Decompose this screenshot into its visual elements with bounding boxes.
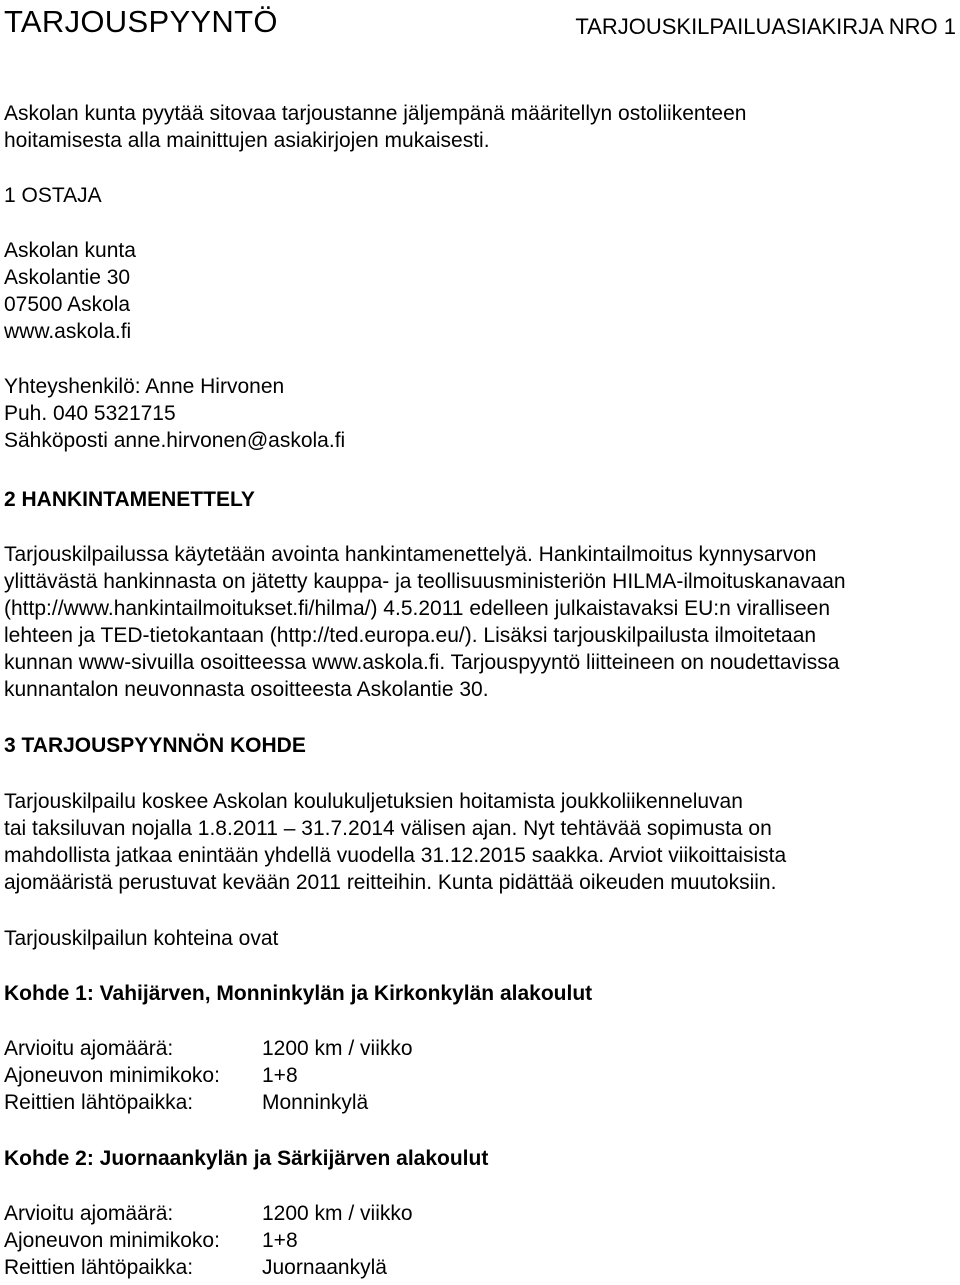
section-1-heading: 1 OSTAJA <box>4 184 102 207</box>
detail-value: Juornaankylä <box>262 1256 387 1279</box>
kohde-2-details <box>4 1200 956 1281</box>
detail-value: 1+8 <box>262 1229 298 1252</box>
paragraph-line: kunnantalon neuvonnasta osoitteesta Askolantie 30. <box>4 678 489 701</box>
paragraph-line: Tarjouskilpailu koskee Askolan koulukuljetuksien hoitamista joukkoliikenneluvan <box>4 790 743 813</box>
buyer-address <box>4 237 956 345</box>
detail-value: 1+8 <box>262 1064 298 1087</box>
paragraph-line: lehteen ja TED-tietokantaan (http://ted.europa.eu/). Lisäksi tarjouskilpailusta ilmoitetaan <box>4 624 817 647</box>
kohde-1-title: Kohde 1: Vahijärven, Monninkylän ja Kirkonkylän alakoulut <box>4 982 593 1005</box>
paragraph-line: (http://www.hankintailmoitukset.fi/hilma/) 4.5.2011 edelleen julkaistavaksi EU:n viralliseen <box>4 597 831 620</box>
kohde-2-title: Kohde 2: Juornaankylän ja Särkijärven alakoulut <box>4 1147 489 1170</box>
contact-email: Sähköposti anne.hirvonen@askola.fi <box>4 429 346 452</box>
buyer-postal: 07500 Askola <box>4 293 131 316</box>
paragraph-line: Tarjouskilpailussa käytetään avointa hankintamenettelyä. Hankintailmoitus kynnysarvon <box>4 543 817 566</box>
detail-value: 1200 km / viikko <box>262 1202 413 1225</box>
detail-label: Reittien lähtöpaikka: <box>4 1091 194 1114</box>
detail-value: Monninkylä <box>262 1091 369 1114</box>
detail-row <box>4 1200 956 1227</box>
detail-label: Ajoneuvon minimikoko: <box>4 1229 220 1252</box>
document-header <box>4 4 956 40</box>
detail-value: 1200 km / viikko <box>262 1037 413 1060</box>
contact-phone: Puh. 040 5321715 <box>4 402 176 425</box>
document-subtitle: TARJOUSKILPAILUASIAKIRJA NRO 1 <box>575 14 956 39</box>
detail-label: Arvioitu ajomäärä: <box>4 1202 174 1225</box>
detail-row <box>4 1089 956 1116</box>
section-2-heading: 2 HANKINTAMENETTELY <box>4 488 255 511</box>
intro-paragraph <box>4 100 956 154</box>
section-3-paragraph <box>4 788 956 896</box>
paragraph-line: ajomääristä perustuvat kevään 2011 reitteihin. Kunta pidättää oikeuden muutoksiin. <box>4 871 777 894</box>
paragraph-line: ylittävästä hankinnasta on jätetty kauppa- ja teollisuusministeriön HILMA-ilmoituskanavaan <box>4 570 846 593</box>
document-title: TARJOUSPYYNTÖ <box>4 4 278 39</box>
buyer-contact <box>4 373 956 454</box>
buyer-name: Askolan kunta <box>4 239 136 262</box>
section-2-paragraph <box>4 541 956 703</box>
kohde-1-details <box>4 1035 956 1116</box>
detail-row <box>4 1254 956 1281</box>
buyer-street: Askolantie 30 <box>4 266 131 289</box>
detail-label: Arvioitu ajomäärä: <box>4 1037 174 1060</box>
detail-row <box>4 1062 956 1089</box>
paragraph-line: tai taksiluvan nojalla 1.8.2011 – 31.7.2014 välisen ajan. Nyt tehtävää sopimusta on <box>4 817 772 840</box>
paragraph-line: kunnan www-sivuilla osoitteessa www.askola.fi. Tarjouspyyntö liitteineen on noudettavissa <box>4 651 840 674</box>
detail-row <box>4 1227 956 1254</box>
section-3-heading: 3 TARJOUSPYYNNÖN KOHDE <box>4 734 306 757</box>
detail-label: Ajoneuvon minimikoko: <box>4 1064 220 1087</box>
intro-line: hoitamisesta alla mainittujen asiakirjojen mukaisesti. <box>4 129 490 152</box>
paragraph-line: mahdollista jatkaa enintään yhdellä vuodella 31.12.2015 saakka. Arviot viikoittaisista <box>4 844 787 867</box>
detail-label: Reittien lähtöpaikka: <box>4 1256 194 1279</box>
intro-line: Askolan kunta pyytää sitovaa tarjoustanne jäljempänä määritellyn ostoliikenteen <box>4 102 747 125</box>
detail-row <box>4 1035 956 1062</box>
targets-intro: Tarjouskilpailun kohteina ovat <box>4 927 279 950</box>
buyer-website: www.askola.fi <box>4 320 132 343</box>
contact-person: Yhteyshenkilö: Anne Hirvonen <box>4 375 285 398</box>
